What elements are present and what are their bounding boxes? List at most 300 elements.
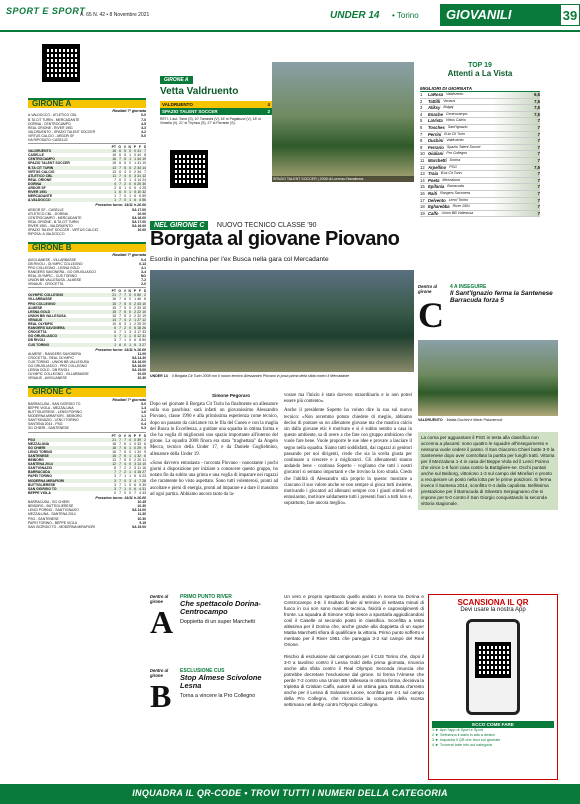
cell: 1 — [114, 194, 116, 199]
cell: 11 — [142, 458, 146, 463]
cell: 2 — [124, 326, 126, 331]
cell: 7 — [119, 441, 121, 446]
cell: DB RIVOLI — [28, 338, 46, 343]
cell: 7 — [119, 462, 121, 467]
time: SA 14.00 — [131, 508, 146, 513]
cell: 2 — [134, 322, 136, 327]
cell: 8 — [144, 153, 146, 158]
cell: 27 — [142, 470, 146, 475]
cell: 7 — [119, 330, 121, 335]
cell: 18 — [112, 441, 116, 446]
player-name: Tattilli — [428, 98, 441, 104]
cell: 26 — [142, 326, 146, 331]
cell: 6 — [144, 441, 146, 446]
cell: MEZZALUNA — [28, 441, 50, 446]
cell: 2 — [124, 181, 126, 186]
cell: 12 — [112, 462, 116, 467]
match: VENAUS - CROCETTA — [28, 282, 64, 287]
cell: 7 — [114, 177, 116, 182]
team-name: B.ta Cit Turin — [444, 131, 465, 136]
cell: 2 — [144, 293, 146, 298]
score1: 4 — [267, 102, 270, 107]
ranking-row — [420, 198, 540, 205]
cell: 7 — [134, 490, 136, 495]
author: Simone Pegoraro — [212, 393, 251, 398]
cell: 10 — [142, 161, 146, 166]
score: 5-0 — [141, 401, 146, 406]
rank: 11 — [420, 157, 425, 163]
player-name: Delvento — [428, 197, 446, 203]
cell: 14 — [142, 165, 146, 170]
cell: 6 — [119, 190, 121, 195]
round-label: Risultati 7ª giornata — [112, 109, 146, 114]
match: RIVER 1951 - VALDRUENTO — [28, 223, 73, 228]
ranking-row — [420, 105, 540, 112]
caption-text: Il Borgata Cit Turin 2008 con il nuovo tecnico Alessandro Piovano in posa prima della sfida contro il Mercadante — [171, 374, 350, 378]
cell: 2 — [129, 466, 131, 471]
col-header: N — [128, 145, 131, 150]
cell: 0 — [124, 342, 126, 347]
top19-header: MIGLIORI DI GIORNATA — [420, 86, 540, 92]
rank: 14 — [420, 177, 425, 183]
cell: 2 — [134, 305, 136, 310]
player-name: Marchetti — [428, 157, 447, 163]
score: 5-0 — [141, 133, 146, 138]
cell: BEPPE VIOLA — [28, 490, 51, 495]
team-name: Union BB Vallesusa — [441, 210, 474, 215]
cell: 7 — [119, 326, 121, 331]
cell: 3 — [134, 466, 136, 471]
cell: 32 — [142, 190, 146, 195]
cell: 12 — [142, 317, 146, 322]
cell: GO GRUGLIASCO — [28, 334, 58, 339]
ranking-row — [420, 132, 540, 139]
score: 0-4 — [141, 257, 146, 262]
ranking-row — [420, 118, 540, 125]
cell: 1 — [129, 190, 131, 195]
time: 10.00 — [137, 228, 146, 233]
ranking-row — [420, 145, 540, 152]
girone-c-text: La corsa per agguantare il PSG in testa alla classifica non accenna a placarsi: sono quattro le squadre all'inseguimento e nessuna vuole cedere il passo. Il San Giacomo Chieri batte 3-0 la Santenese dopo aver controllato la partita per lunghi tratti. Vittoria per il Mezzaluna 1-4 in casa del Beppe Viola ed il Lenci Poirino che vince 1-6 fuori casa contro la Buttigliere-se. Occhi puntati anche sul Beiborg, vittorioso 1-3 sul campo del Mirafiori e pronto a recuperare un posto nella lotta per le prime posizioni. Si ferma invece il Santena 2014, sconfitto 0-4 dalla capolista. Bellissima prestazione per il Barracuda di Silvestro Serpagnamo che si impone per 5-0 contro il San Giorgio conquistando la seconda vittoria stagionale. — [418, 432, 558, 510]
team-name: Valdruento — [446, 92, 464, 96]
rank: 12 — [420, 164, 425, 170]
cell: 34 — [137, 157, 141, 162]
qr-code-icon[interactable] — [42, 44, 80, 82]
cell: 20 — [137, 458, 141, 463]
rank: 3 — [420, 105, 423, 111]
article-col2 — [284, 393, 412, 508]
cell: 5 — [124, 305, 126, 310]
cell: 1 — [124, 330, 126, 335]
match: ARDOR SF - CASELLE — [28, 207, 64, 212]
cell: 5 — [124, 313, 126, 318]
cell: 5 — [124, 309, 126, 314]
team-name: Dorina — [449, 157, 461, 162]
cell: 5 — [124, 458, 126, 463]
cell: 0 — [129, 313, 131, 318]
rating: 7 — [537, 124, 540, 130]
team-name: Pro Collegno — [446, 151, 468, 156]
match: ALMESE - RANGERS SAVONERA — [28, 351, 82, 356]
match: ATLETICO CBL - DORINA — [28, 211, 68, 216]
cell: 7 — [119, 157, 121, 162]
cell: 7 — [119, 301, 121, 306]
cell: 10 — [142, 301, 146, 306]
cell: 31 — [142, 486, 146, 491]
ranking-row — [420, 165, 540, 172]
player-name: Traia — [428, 171, 438, 177]
cell: 1 — [129, 445, 131, 450]
match: LESNA GOLD - DB RIVOLI — [28, 368, 70, 373]
cell: 6 — [119, 161, 121, 166]
cell: 41 — [137, 149, 141, 154]
match: HA RIPOSATO: CASELLE — [28, 137, 68, 142]
player-name: Enache — [428, 111, 443, 117]
cell: 5 — [134, 326, 136, 331]
cell: 6 — [134, 198, 136, 203]
cell: 6 — [119, 186, 121, 190]
qr-code-icon[interactable] — [170, 150, 208, 188]
cell: 14 — [137, 177, 141, 182]
col-header: PT — [111, 145, 116, 150]
cell: 1 — [129, 342, 131, 347]
cell: 1 — [129, 474, 131, 479]
cell: 2 — [124, 466, 126, 471]
match: CROCETTA - REAL OLYMPIC — [28, 355, 74, 360]
match: DORINA - CENTROCAMPO — [28, 121, 71, 126]
cell: RIVER 1951 — [28, 190, 47, 195]
cell: CENTROCAMPO — [28, 157, 55, 162]
box-title: Vetta Valdruento — [160, 86, 239, 97]
cell: 2 — [129, 317, 131, 322]
cell: B.TA CIT TURIN — [28, 165, 54, 170]
promo-foot: ECCO COME FARE — [432, 721, 554, 728]
cell: 1 — [129, 334, 131, 339]
cell: 15 — [112, 313, 116, 318]
box-tag2: girone — [418, 289, 432, 294]
cell: 27 — [137, 317, 141, 322]
rating: 7 — [537, 138, 540, 144]
team-name: Bulgaj — [443, 105, 454, 110]
cell: 34 — [137, 165, 141, 170]
player-photo — [418, 340, 558, 416]
rating: 7,5 — [534, 111, 540, 117]
cell: 0 — [129, 458, 131, 463]
cell: 12 — [142, 173, 146, 178]
team-name: Sant'Ignazio — [447, 124, 468, 129]
cell: 5 — [139, 482, 141, 487]
cell: 6 — [124, 441, 126, 446]
match: VALDRUENTO - SPAZIO TALENT SOCCER — [28, 129, 96, 134]
cell: 6 — [114, 326, 116, 331]
cell: 5 — [124, 301, 126, 306]
cell: 15 — [112, 301, 116, 306]
cell: 28 — [142, 478, 146, 483]
cell: 15 — [112, 309, 116, 314]
team-name: River 1951 — [452, 204, 471, 209]
cell: 0 — [134, 437, 136, 442]
match: DB RIVOLI - OLYMPIC COLLEGNO — [28, 261, 83, 266]
cell: 3 — [114, 482, 116, 487]
masthead-logo: SPORT E SPORT — [6, 6, 86, 16]
cell: 5 — [124, 165, 126, 170]
girone-title: GIRONE B — [28, 242, 146, 252]
tag2: girone — [150, 599, 163, 604]
section-title: GIOVANILI — [440, 4, 560, 26]
rank: 9 — [420, 144, 423, 150]
cell: 31 — [142, 334, 146, 339]
cell: 2 — [144, 437, 146, 442]
cell: 16 — [112, 449, 116, 454]
col-header: V — [123, 433, 126, 438]
cell: 7 — [119, 482, 121, 487]
col-header: S — [143, 289, 146, 294]
cell: 7 — [119, 317, 121, 322]
cell: 2 — [134, 458, 136, 463]
cell: REAL OLYMPIC — [28, 322, 54, 327]
standings-column — [28, 98, 146, 529]
cell: 0 — [129, 149, 131, 154]
player-name: LaVista — [428, 118, 443, 124]
cell: 19 — [142, 313, 146, 318]
rating: 7 — [537, 184, 540, 190]
kicker: ESCLUSIONE CUS — [180, 668, 225, 674]
cell: 43 — [137, 301, 141, 306]
player-name: Duchini — [428, 138, 444, 144]
team-name: PSG — [449, 164, 457, 169]
cell: 4 — [134, 478, 136, 483]
cell: 8 — [114, 466, 116, 471]
score: 4-5 — [141, 121, 146, 126]
cell: 15 — [142, 305, 146, 310]
next-round-label: Prossimo turno: 14/11 h.16.00 — [95, 203, 146, 208]
cell: 2 — [134, 309, 136, 314]
cell: MERCADANTE — [28, 194, 53, 199]
ranking-row — [420, 191, 540, 198]
cell: 7 — [124, 437, 126, 442]
score: 0-0 — [141, 113, 146, 118]
girone-title: GIRONE A — [28, 98, 146, 108]
caption-tag: VALDRUENTO — [418, 418, 443, 422]
sub: Torna a vincere la Pro Collegno — [180, 692, 256, 699]
cell: 16 — [112, 297, 116, 302]
col-header: N — [128, 433, 131, 438]
cell: 4 — [139, 198, 141, 203]
city-label: • Torino — [392, 11, 419, 20]
cell: 31 — [137, 173, 141, 178]
cell: 1 — [124, 482, 126, 487]
cell: VALDRUENTO — [28, 149, 52, 154]
player-name: Arpellino — [428, 164, 447, 170]
photo-caption: SPAZIO TALENT SOCCER | 2008 di Lorenzo Navalenca — [272, 176, 414, 182]
cell: 7 — [119, 486, 121, 491]
time: SA 15.00 — [131, 524, 146, 529]
rank: 18 — [420, 204, 425, 210]
cell: 0 — [124, 190, 126, 195]
score: 0-4 — [141, 422, 146, 427]
cell: 1 — [134, 317, 136, 322]
rating: 7,5 — [534, 164, 540, 170]
article-p4: Anche il presidente Sopetto ha voluto dire la sua sul nuovo tecnico: «Non avremmo potuto chiedere di meglio, abbiamo deciso di puntare su un allenatore giovane ma che mastica calcio sin dalla giovane età: è motivato e si è subito sentito a casa in questo ambiente, sa di avere a che fare con gruppo ambizioso che vuole fare bene. Vuole proporre le sue idee e provare a lasciare il segno nella squadra. Siamo tutti soddisfatti, dai ragazzi ai genitori passando per noi dirigenti, credo che sia la scelta giusta per continuare a crescere e a migliorarci. Gli allenamenti stanno andando bene - continua Sopetto - vogliamo che tutti i nostri giocatori si sentano importanti e che trovino la loro strada. Credo che l'abilità di Alessandro stia proprio in questo: mostrare a ciascuno il suo valore anche se non sempre si gioca tutti insieme, motivando i giocatori ad allenarsi sempre con i giusti stimoli ed entusiasmo, motivare saldamente tutti i presenti fuori a tutti loro e, soprattutto, fare ancora meglio». — [284, 408, 412, 507]
rank: 17 — [420, 197, 425, 203]
caption-tag: UNDER 14 — [150, 374, 168, 378]
top19-title: TOP 19 — [468, 62, 492, 69]
top19-panel — [420, 62, 540, 217]
cell: 0 — [129, 490, 131, 495]
score: 3-3 — [141, 125, 146, 130]
cell: 7 — [119, 449, 121, 454]
cell: 3 — [134, 462, 136, 467]
cell: 0 — [129, 326, 131, 331]
cell: 1 — [124, 474, 126, 479]
girone-title: GIRONE C — [28, 386, 146, 396]
score: 0-3 — [141, 426, 146, 431]
cell: 3 — [114, 474, 116, 479]
cell: 16 — [137, 470, 141, 475]
cell: 1 — [134, 157, 136, 162]
letter: A — [150, 604, 174, 640]
cell: 6 — [114, 330, 116, 335]
cell: ARDOR SF — [28, 186, 46, 190]
cell: LESNA GOLD — [28, 309, 51, 314]
score: 2-1 — [141, 418, 146, 423]
cell: DORINA — [28, 181, 42, 186]
cell: 34 — [137, 449, 141, 454]
ranking-row — [420, 125, 540, 132]
cell: UNION BB VALLESUSA — [28, 313, 66, 318]
player-name: Giuliani — [428, 151, 444, 157]
ranking-row — [420, 99, 540, 106]
girone-block — [28, 242, 146, 380]
cell: 3 — [114, 186, 116, 190]
cell: 5 — [124, 157, 126, 162]
col-header: P — [133, 289, 136, 294]
team-photo — [272, 62, 414, 182]
cell: 21 — [112, 437, 116, 442]
cell: 1 — [129, 454, 131, 458]
cell: 5 — [124, 454, 126, 458]
cell: 0 — [129, 173, 131, 178]
cell: 1 — [114, 342, 116, 347]
ranking-row — [420, 184, 540, 191]
cell: 4 — [139, 490, 141, 495]
cell: 0 — [129, 437, 131, 442]
col-header: F — [138, 433, 141, 438]
time: 10.30 — [137, 504, 146, 509]
cell: 24 — [142, 177, 146, 182]
promo-step: 1 ► Apri l'app di Sport e Sport — [432, 728, 483, 732]
cell: 6 — [134, 338, 136, 343]
col-header: V — [123, 289, 126, 294]
cell: 7 — [119, 194, 121, 199]
cell: 13 — [112, 458, 116, 463]
cell: 8 — [139, 338, 141, 343]
player-name: Raiti — [428, 190, 438, 196]
article-p2: «Sono davvero entusiasta - racconta Piovano - nonostante i pochi giorni a disposizione per iniziare a conoscere questo gruppo, ho notato fin da subito una grinta e una voglia di imparare nei ragazzi che raramente ho visto aspettato. Sono tutti volenterosi, pronti ad ascoltare e pieni di energia, pronti ad imparare e a dare il massimo ad ogni partita. Abbiamo ancora tanto da la- — [150, 460, 278, 497]
cell: 0 — [129, 293, 131, 298]
match: AVIGLIANESE - VILLARBASSE — [28, 257, 77, 262]
time: SA 17.00 — [131, 219, 146, 224]
cell: 5 — [134, 181, 136, 186]
time: 11.00 — [137, 351, 146, 356]
cell: VILLARBASSE — [28, 297, 52, 302]
cell: 6 — [134, 194, 136, 199]
ranking-row — [420, 158, 540, 165]
cell: 1 — [129, 157, 131, 162]
cell: 18 — [112, 445, 116, 450]
promo-step: 4 ► Troverai tutte info sul categoria — [432, 743, 492, 747]
cell: 1 — [129, 441, 131, 446]
bottom-text — [284, 594, 424, 708]
cell: 5 — [134, 474, 136, 479]
cell: 59 — [142, 194, 146, 199]
cell: 7 — [119, 293, 121, 298]
cell: 7 — [144, 169, 146, 174]
girone-b-small — [150, 668, 280, 715]
team-name: Rangers Savonera — [440, 190, 471, 195]
cell: 1 — [114, 190, 116, 195]
cell: 44 — [137, 153, 141, 158]
result-row — [28, 138, 146, 142]
cell: 10 — [142, 462, 146, 467]
fixture-row — [28, 525, 146, 529]
rating: 7 — [537, 157, 540, 163]
cell: 7 — [119, 490, 121, 495]
cell: BARRACUDA — [28, 470, 51, 475]
match: SANTENA 2014 - PSG — [28, 422, 63, 427]
score: 3-4 — [141, 269, 146, 274]
cell: 6 — [119, 342, 121, 347]
cell: 0 — [129, 301, 131, 306]
cell: 7 — [119, 470, 121, 475]
rating: 7,5 — [534, 98, 540, 104]
cell: 6 — [134, 482, 136, 487]
cell: 3 — [134, 173, 136, 178]
team-name: Spazio Talent Soccer — [446, 144, 481, 149]
girone-c-box — [418, 284, 558, 336]
cell: 10 — [112, 322, 116, 327]
rating: 7 — [537, 144, 540, 150]
cell: CASELLE — [28, 153, 44, 158]
team-name: B.ta Cit Turin — [440, 171, 462, 176]
next-round-label: Prossimo turno: 14/11 h.16.00 — [95, 495, 146, 500]
match: PSG - SANTENESE — [28, 516, 59, 521]
team1: VALDRUENTO — [162, 102, 193, 107]
match: BARRACUDA - SAN GIORGIO TO — [28, 401, 81, 406]
rating: 7,5 — [534, 105, 540, 111]
cell: A.VALDOCCO — [28, 198, 51, 203]
time: SA 14.30 — [131, 355, 146, 360]
match: BARRACUDA - SG CHIERI — [28, 500, 70, 505]
match: SANT'IGNAZIO - LENCI TORINO — [28, 418, 79, 423]
score: NO — [140, 274, 146, 279]
rank: 16 — [420, 190, 425, 196]
cell: 46 — [137, 297, 141, 302]
cell: 5 — [134, 334, 136, 339]
app-promo[interactable] — [428, 594, 558, 780]
cell: 0 — [129, 309, 131, 314]
cell: 13 — [112, 169, 116, 174]
rating: 7 — [537, 131, 540, 137]
col-header: F — [138, 145, 141, 150]
team-name: Mezzaluna — [442, 177, 460, 182]
cell: 0 — [124, 194, 126, 199]
qr-code-icon — [475, 642, 511, 678]
cell: 1 — [124, 486, 126, 491]
time: SA 15.00 — [131, 368, 146, 373]
cell: 7 — [119, 478, 121, 483]
score: 2-0 — [141, 282, 146, 287]
